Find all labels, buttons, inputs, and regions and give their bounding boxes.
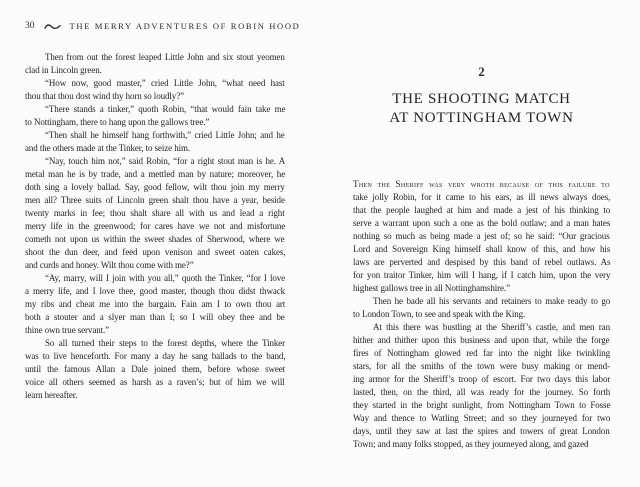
paragraph xyxy=(25,51,285,77)
text-line: So all turned their steps to the forest depths, where the Tinker xyxy=(45,338,286,348)
paragraph xyxy=(25,129,285,155)
chapter-title-line: AT NOTTINGHAM TOWN xyxy=(389,109,574,126)
text-line: thou that thou dost wind thy horn so loudly?” xyxy=(25,91,184,101)
text-line: Then he bade all his servants and retainers to make ready to go xyxy=(373,296,611,306)
text-line: doth sing a lovely ballad. Say, good fellow, wilt thou join my merry xyxy=(25,182,285,192)
wave-flourish-icon xyxy=(44,23,61,31)
text-line: learn hereafter. xyxy=(25,390,78,400)
text-line: Then from out the forest leaped Little John and six stout yeomen xyxy=(45,52,285,62)
text-line: men all? Three suits of Lincoln green shalt thou have a year, beside xyxy=(25,195,285,205)
paragraph xyxy=(25,155,285,272)
chapter-title xyxy=(353,90,610,127)
page-number: 30 xyxy=(25,21,35,31)
right-page-body xyxy=(353,178,610,451)
text-line: “There stands a tinker,” quoth Robin, “that would fain take me xyxy=(45,104,286,114)
text-line: “How now, good master,” cried Little John, “what need hast xyxy=(45,78,285,88)
text-line: metal man he is by trade, and a mettled man by nature; moreover, he xyxy=(25,169,286,179)
paragraph xyxy=(353,178,610,295)
text-line: serve a warrant upon such a one as the bold outlaw; and a man hates xyxy=(353,218,611,228)
text-line: laws are perverted and despised by this band of rebel outlaws. As xyxy=(353,257,611,267)
text-line: merry life in the greenwood; for cares have we not and misfortune xyxy=(25,221,286,231)
text-line: and curds and honey. Wilt thou come with me?” xyxy=(25,260,194,270)
text-line: twenty marks in fee; thou shalt share all with us and lead a right xyxy=(25,208,285,218)
text-line: highest gallows tree in all Nottinghamshire.” xyxy=(353,283,510,293)
paragraph xyxy=(353,321,610,451)
text-line: they started in the bright sunlight, from Nottingham Town to Fosse xyxy=(353,400,611,410)
paragraph xyxy=(25,77,285,103)
text-line: cometh not upon us within the sweet shades of Sherwood, where we xyxy=(25,234,285,244)
running-header xyxy=(25,20,301,33)
text-line: a merry life, and I love thee, good master, though thou didst thwack xyxy=(25,286,286,296)
text-line: Lord and Sovereign King himself shall know of this, and how his xyxy=(353,244,611,254)
text-line: Way and thence to Watling Street; and so they journeyed for two xyxy=(353,413,611,423)
text-line: my ribs and cheat me into the bargain. Fain am I to own thou art xyxy=(25,299,286,309)
text-line: both a stouter and a slyer man than I; so I will obey thee and be xyxy=(25,312,285,322)
text-line: Town; and many folks stopped, as they journeyed along, and gazed xyxy=(353,439,589,449)
text-line: shoot the dun deer, and feed upon venison and sweet oaten cakes, xyxy=(25,247,286,257)
chapter-heading xyxy=(353,64,610,127)
text-line: thine own true servant.” xyxy=(25,325,110,335)
left-page-body xyxy=(25,51,285,402)
text-line: for yon traitor Tinker, him will I hang, if I catch him, upon the very xyxy=(353,270,611,280)
text-line: Then the Sheriff was very wroth because of this failure to xyxy=(353,179,610,189)
text-line: lasted, then, on the third, all was ready for the journey. So forth xyxy=(353,387,611,397)
paragraph xyxy=(353,295,610,321)
text-line: until the famous Allan a Dale joined them, before whose sweet xyxy=(25,364,286,374)
text-line: to London Town, to see and speak with the King. xyxy=(353,309,526,319)
text-line: to Nottingham, there to hang upon the gallows tree.” xyxy=(25,117,210,127)
text-line: that the people laughed at him and made a jest of his thinking to xyxy=(353,205,611,215)
paragraph xyxy=(25,272,285,337)
running-title: THE MERRY ADVENTURES OF ROBIN HOOD xyxy=(69,21,301,31)
text-line: nothing so much as being made a jest of; so he said: “Our gracious xyxy=(353,231,610,241)
text-line: hither and thither upon this business and upon that, while the forge xyxy=(353,335,610,345)
text-line: stars, for all the smiths of the town were busy making or mend- xyxy=(353,361,610,371)
paragraph xyxy=(25,337,285,402)
text-line: clad in Lincoln green. xyxy=(25,65,102,75)
chapter-number: 2 xyxy=(478,65,485,79)
text-line: and the others made at the Tinker, to seize him. xyxy=(25,143,191,153)
text-line: take jolly Robin, for it came to his ears, as ill news always does, xyxy=(353,192,611,202)
text-line: “Nay, touch him not,” said Robin, “for a right stout man is he. A xyxy=(45,156,286,166)
text-line: days, until they saw at last the spires and towers of great London xyxy=(353,426,610,436)
text-line: was to live henceforth. For many a day he sang ballads to the band, xyxy=(25,351,286,361)
text-line: ing armor for the Sheriff’s troop of escort. For two days this labor xyxy=(353,374,611,384)
text-line: At this there was bustling at the Sheriff’s castle, and men ran xyxy=(373,322,610,332)
text-line: “Then shall he himself hang forthwith,” cried Little John; and he xyxy=(45,130,285,140)
chapter-title-line: THE SHOOTING MATCH xyxy=(392,91,571,107)
text-line: fires of Nottingham glowed red far into the night like twinkling xyxy=(353,348,611,358)
text-line: “Ay, marry, will I join with you all,” quoth the Tinker, “for I love xyxy=(45,273,286,283)
paragraph xyxy=(25,103,285,129)
text-line: voice all others seemed as harsh as a raven’s; but of him we will xyxy=(25,377,285,387)
